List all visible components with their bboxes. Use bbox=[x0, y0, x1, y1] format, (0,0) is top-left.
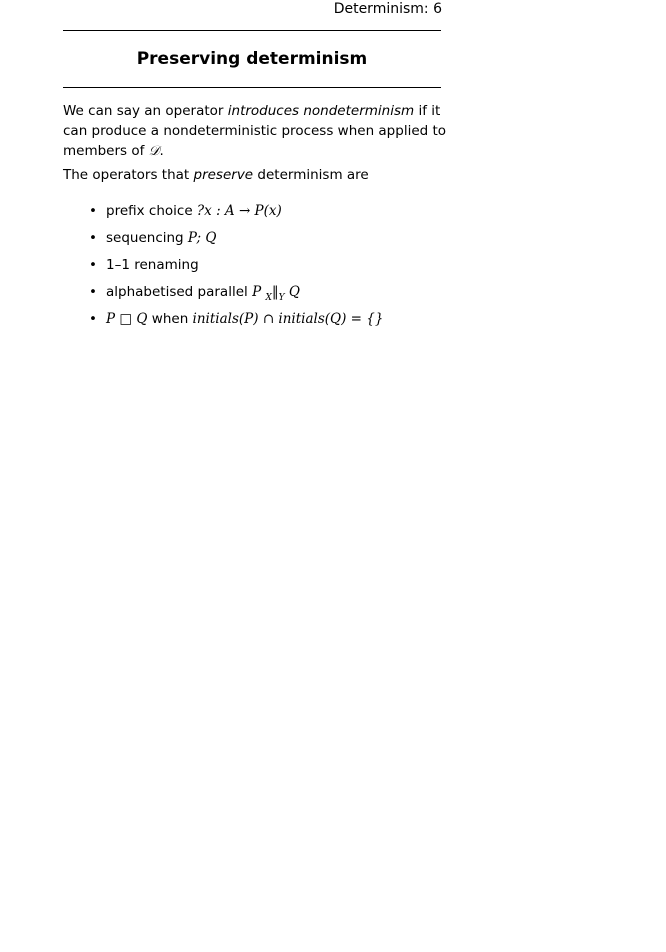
list-item-text: alphabetised parallel bbox=[106, 284, 253, 300]
set-symbol-d: 𝒟 bbox=[148, 143, 160, 159]
intro-paragraph bbox=[63, 101, 453, 161]
parallel-operator: ‖ bbox=[271, 284, 279, 300]
bullet-icon: • bbox=[89, 230, 97, 246]
list-item-math: P; Q bbox=[187, 230, 217, 246]
list-item-prefix-choice bbox=[88, 201, 383, 228]
list-item-math-left: P bbox=[252, 284, 262, 300]
list-item-text: prefix choice bbox=[106, 203, 197, 219]
title-rule-bottom bbox=[63, 87, 441, 88]
intro-text-2: if it can produce a nondeterministic process when applied to members of bbox=[63, 103, 447, 159]
operators-text-1: The operators that bbox=[63, 167, 194, 183]
list-item-math: ?x : A → P(x) bbox=[196, 203, 282, 219]
list-item-text: sequencing bbox=[106, 230, 188, 246]
bullet-icon: • bbox=[89, 311, 97, 327]
subscript-x: X bbox=[265, 293, 272, 303]
list-item-math-left: P □ Q bbox=[106, 311, 148, 327]
bullet-icon: • bbox=[89, 284, 97, 300]
list-item-math-right: Q bbox=[288, 284, 300, 300]
subscript-y: Y bbox=[278, 293, 285, 303]
list-item-math-right: initials(P) ∩ initials(Q) = {} bbox=[192, 311, 384, 327]
list-item-sequencing bbox=[88, 228, 383, 255]
list-item-text: when bbox=[147, 311, 193, 327]
bullet-icon: • bbox=[89, 257, 97, 273]
title-rule-top bbox=[63, 30, 441, 31]
operators-paragraph bbox=[63, 165, 453, 185]
bullet-icon: • bbox=[89, 203, 97, 219]
intro-emphasis: introduces nondeterminism bbox=[227, 103, 415, 119]
operators-text-2: determinism are bbox=[253, 167, 369, 183]
slide-title: Preserving determinism bbox=[136, 49, 368, 69]
running-header: Determinism: 6 bbox=[333, 1, 442, 17]
intro-text-3: . bbox=[159, 143, 164, 159]
list-item-external-choice bbox=[88, 309, 383, 336]
list-item-renaming bbox=[88, 255, 383, 282]
operator-list bbox=[88, 201, 383, 336]
list-item-text: 1–1 renaming bbox=[106, 257, 199, 273]
list-item-alphabetised-parallel bbox=[88, 282, 383, 309]
operators-emphasis: preserve bbox=[193, 167, 254, 183]
intro-text-1: We can say an operator bbox=[63, 103, 228, 119]
